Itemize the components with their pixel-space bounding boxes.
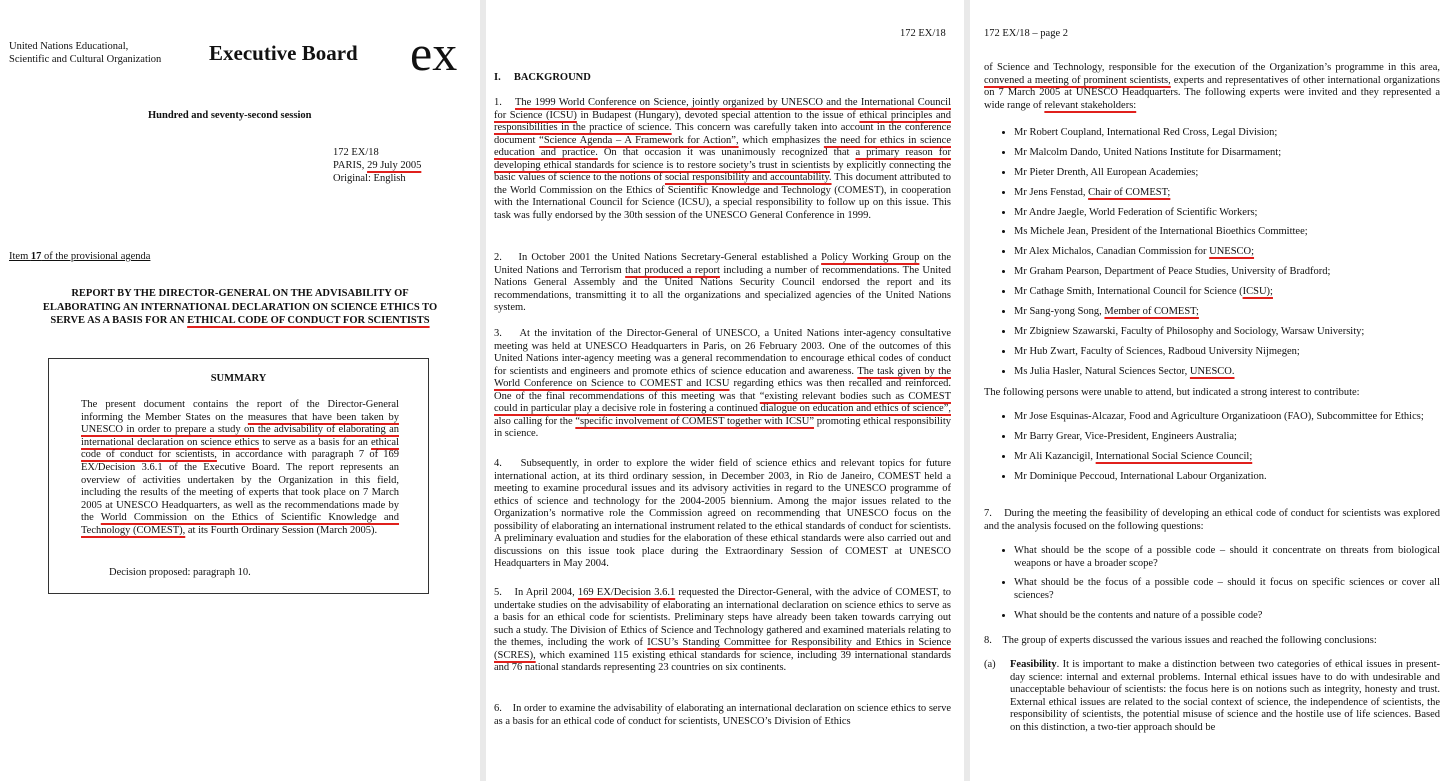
list-item: • What should be the focus of a possible code – should it focus on specific sciences or cover all sciences? — [1014, 577, 1440, 602]
executive-board-title: Executive Board — [209, 41, 358, 65]
questions-list — [984, 545, 1440, 630]
document-page-3 — [970, 0, 1456, 781]
summary-title: SUMMARY — [210, 373, 267, 384]
list-item: • What should be the contents and nature of a possible code? — [1014, 610, 1440, 623]
experts-list — [984, 127, 1440, 386]
list-item: • Mr Sang-yong Song, Member of COMEST; — [1014, 306, 1440, 319]
paragraph-5: 5. In April 2004, 169 EX/Decision 3.6.1 requested the Director-General, with the advice of COMEST, to undertake studies on the advisability of elaborating an international declaration on science ethics to serve as a basis for an ethical code for scientists. Preliminary steps have already been taken towards carrying out such a study. The Division of Ethics of Science and Technology gathered and examined materials relating to the themes, including the work of ICSU’s Standing Committee for Responsibility and Ethics in Science (SCRES), which examined 115 existing ethical standards for science, including 39 international standards and 76 national standards representing 23 countries on six continents. — [494, 587, 951, 673]
list-item: • Mr Jose Esquinas-Alcazar, Food and Agriculture Organizatioon (FAO), Subcommittee for Ethics; — [1014, 411, 1440, 424]
summary-text: The present document contains the report of the Director-General informing the Member States on the measures that have been taken by UNESCO in order to prepare a study on the advisability of elaborating an international declaration on science ethics to serve as a basis for an ethical code of conduct for scientists, in accordance with paragraph 7 of 169 EX/Decision 3.6.1 of the Executive Board. The report represents an overview of activities undertaken by the Organization in this field, including the results of the meeting of experts that took place on 7 March 2005 at UNESCO Headquarters, as well as the recommendations made by the World Commission on the Ethics of Scientific Knowledge and Technology (COMEST), at its Fourth Ordinary Session (March 2005). — [81, 399, 400, 536]
list-item: • Mr Ali Kazancigil, International Social Science Council; — [1014, 451, 1440, 464]
organization-name: United Nations Educational, Scientific and Cultural Organization — [9, 41, 162, 65]
list-item: • What should be the scope of a possible code – should it concentrate on threats from biological weapons or have a broader scope? — [1014, 545, 1440, 570]
subparagraph-a: Feasibility. It is important to make a distinction between two categories of ethical issues in present-day science: internal and external problems. Internal ethical issues have to do with undesirable and unacceptable behaviour of scientists: the focus here is on notions such as integrity, honesty and trust. External ethical issues are related to the social context of science, the independence of scientists, the responsibility of scientists, the potential misuse of science and the hostile use of life sciences. Based on this distinction, a two-tier approach should be — [1010, 659, 1440, 733]
document-reference: 172 EX/18 — [333, 147, 379, 158]
document-page-2 — [486, 0, 964, 781]
original-language: Original: English — [333, 173, 406, 184]
unable-list — [984, 411, 1440, 491]
document-date: 29 July 2005 — [367, 160, 422, 171]
list-item: • Mr Pieter Drenth, All European Academies; — [1014, 167, 1440, 180]
paragraph-1: 1. The 1999 World Conference on Science, jointly organized by UNESCO and the International Council for Science (ICSU) in Budapest (Hungary), devoted special attention to the issue of ethical principles and responsibilities in the practice of science. This concern was carefully taken into account in the conference document “Science Agenda – A Framework for Action”, which emphasizes the need for ethics in science education and practice. On that occasion it was unanimously recognized that a primary reason for developing ethical standards for science is to restore society’s trust in scientists by explicitly connecting the basic values of science to the notions of social responsibility and accountability. This document attributed to the World Commission on the Ethics of Scientific Knowledge and Technology (COMEST), in cooperation with the International Council for Science (ICSU), a special responsibility to follow up on this issue. This task was fully endorsed by the 30th session of the UNESCO General Conference in 1999. — [494, 97, 952, 221]
session-label: Hundred and seventy-second session — [148, 110, 312, 121]
intro-paragraph: of Science and Technology, responsible for the execution of the Organization’s programme in this area, convened a meeting of prominent scientists, experts and representatives of other international organizations on 7 March 2005 at UNESCO Headquarters. The following experts were invited and they represented a wide range of relevant stakeholders: — [984, 62, 1440, 111]
list-item: • Mr Alex Michalos, Canadian Commission for UNESCO; — [1014, 246, 1440, 259]
unable-intro: The following persons were unable to attend, but indicated a strong interest to contribute: — [984, 387, 1360, 398]
list-item: • Mr Cathage Smith, International Council for Science (ICSU); — [1014, 286, 1440, 299]
list-item: • Mr Hub Zwart, Faculty of Sciences, Radboud University Nijmegen; — [1014, 346, 1440, 359]
list-item: • Mr Zbigniew Szawarski, Faculty of Philosophy and Sociology, Warsaw University; — [1014, 326, 1440, 339]
list-item: • Mr Barry Grear, Vice-President, Engineers Australia; — [1014, 431, 1440, 444]
paragraph-2: 2. In October 2001 the United Nations Secretary-General established a Policy Working Group on the United Nations and Terrorism that produced a report including a number of recommendations. The United Nations General Assembly and the United Nations Security Council endorsed the report and its recommendations, transmitting it to all the organizations and specialized agencies of the United Nations system. — [494, 252, 952, 313]
list-item: • Mr Robert Coupland, International Red Cross, Legal Division; — [1014, 127, 1440, 140]
list-item: • Mr Jens Fenstad, Chair of COMEST; — [1014, 187, 1440, 200]
list-item: • Mr Malcolm Dando, United Nations Institute for Disarmament; — [1014, 147, 1440, 160]
paragraph-4: 4. Subsequently, in order to explore the wider field of science ethics and relevant topics for future international action, at its third ordinary session, in December 2003, in Rio de Janeiro, COMEST held a meeting to examine procedural issues and its advisory activities in regard to the UNESCO programme of ethics of science and technology for the 2004-2005 biennium. Among the major issues related to the Organization’s normative role the Commission agreed on recommending that UNESCO focus on the possibility of elaborating an international instrument related to the ethical standards of conduct for scientists. A preliminary evaluation and studies for the elaboration of these ethical standards were also carried out and discussions on this issue took place during the Extraordinary Session of COMEST at UNESCO Headquarters in May 2004. — [494, 458, 952, 569]
document-page-1 — [0, 0, 480, 781]
page-reference: 172 EX/18 — [900, 28, 946, 39]
list-item: • Ms Michele Jean, President of the International Bioethics Committee; — [1014, 226, 1440, 239]
summary-box — [48, 358, 429, 594]
list-item: • Mr Graham Pearson, Department of Peace Studies, University of Bradford; — [1014, 266, 1440, 279]
paragraph-8: 8. The group of experts discussed the various issues and reached the following conclusions: — [984, 635, 1377, 646]
agenda-item: Item 17 of the provisional agenda — [9, 251, 151, 262]
document-meta — [333, 146, 421, 185]
list-item: • Mr Andre Jaegle, World Federation of Scientific Workers; — [1014, 207, 1440, 220]
list-item: • Ms Julia Hasler, Natural Sciences Sector, UNESCO. — [1014, 366, 1440, 379]
report-title: REPORT BY THE DIRECTOR-GENERAL ON THE ADVISABILITY OF ELABORATING AN INTERNATIONAL DECLARATION ON SCIENCE ETHICS TO SERVE AS A BASIS FOR AN ETHICAL CODE OF CONDUCT FOR SCIENTISTS — [42, 288, 438, 326]
paragraph-7: 7. During the meeting the feasibility of developing an ethical code of conduct for scientists was explored and the analysis focused on the following questions: — [984, 508, 1440, 532]
paragraph-6: 6. In order to examine the advisability of elaborating an international declaration on science ethics to serve as a basis for an ethical code of conduct for scientists, UNESCO’s Division of Ethics — [494, 703, 951, 727]
page-reference: 172 EX/18 – page 2 — [984, 28, 1068, 39]
decision-proposed: Decision proposed: paragraph 10. — [109, 567, 251, 578]
section-heading: I. BACKGROUND — [494, 72, 591, 83]
list-item: • Mr Dominique Peccoud, International Labour Organization. — [1014, 471, 1440, 484]
document-date-line: PARIS, 29 July 2005 — [333, 160, 422, 171]
paragraph-3: 3. At the invitation of the Director-General of UNESCO, a United Nations inter-agency consultative meeting was held at UNESCO Headquarters in Paris, on 26 February 2003. One of the outcomes of this United Nations inter-agency meeting was a general recommendation to encourage ethical codes of conduct for scientists and engineers and promote ethics of science education and awareness. The task given by the World Conference on Science to COMEST and ICSU regarding ethics was then recalled and reinforced. One of the final recommendations of this meeting was that “existing relevant bodies such as COMEST could in particular play a decisive role in fostering a continued dialogue on education and ethics of science”, also calling for the “specific involvement of COMEST together with ICSU” promoting ethical responsibility in science. — [494, 328, 952, 439]
ex-logo: ex — [410, 25, 458, 81]
subparagraph-a-label: (a) — [984, 659, 996, 670]
